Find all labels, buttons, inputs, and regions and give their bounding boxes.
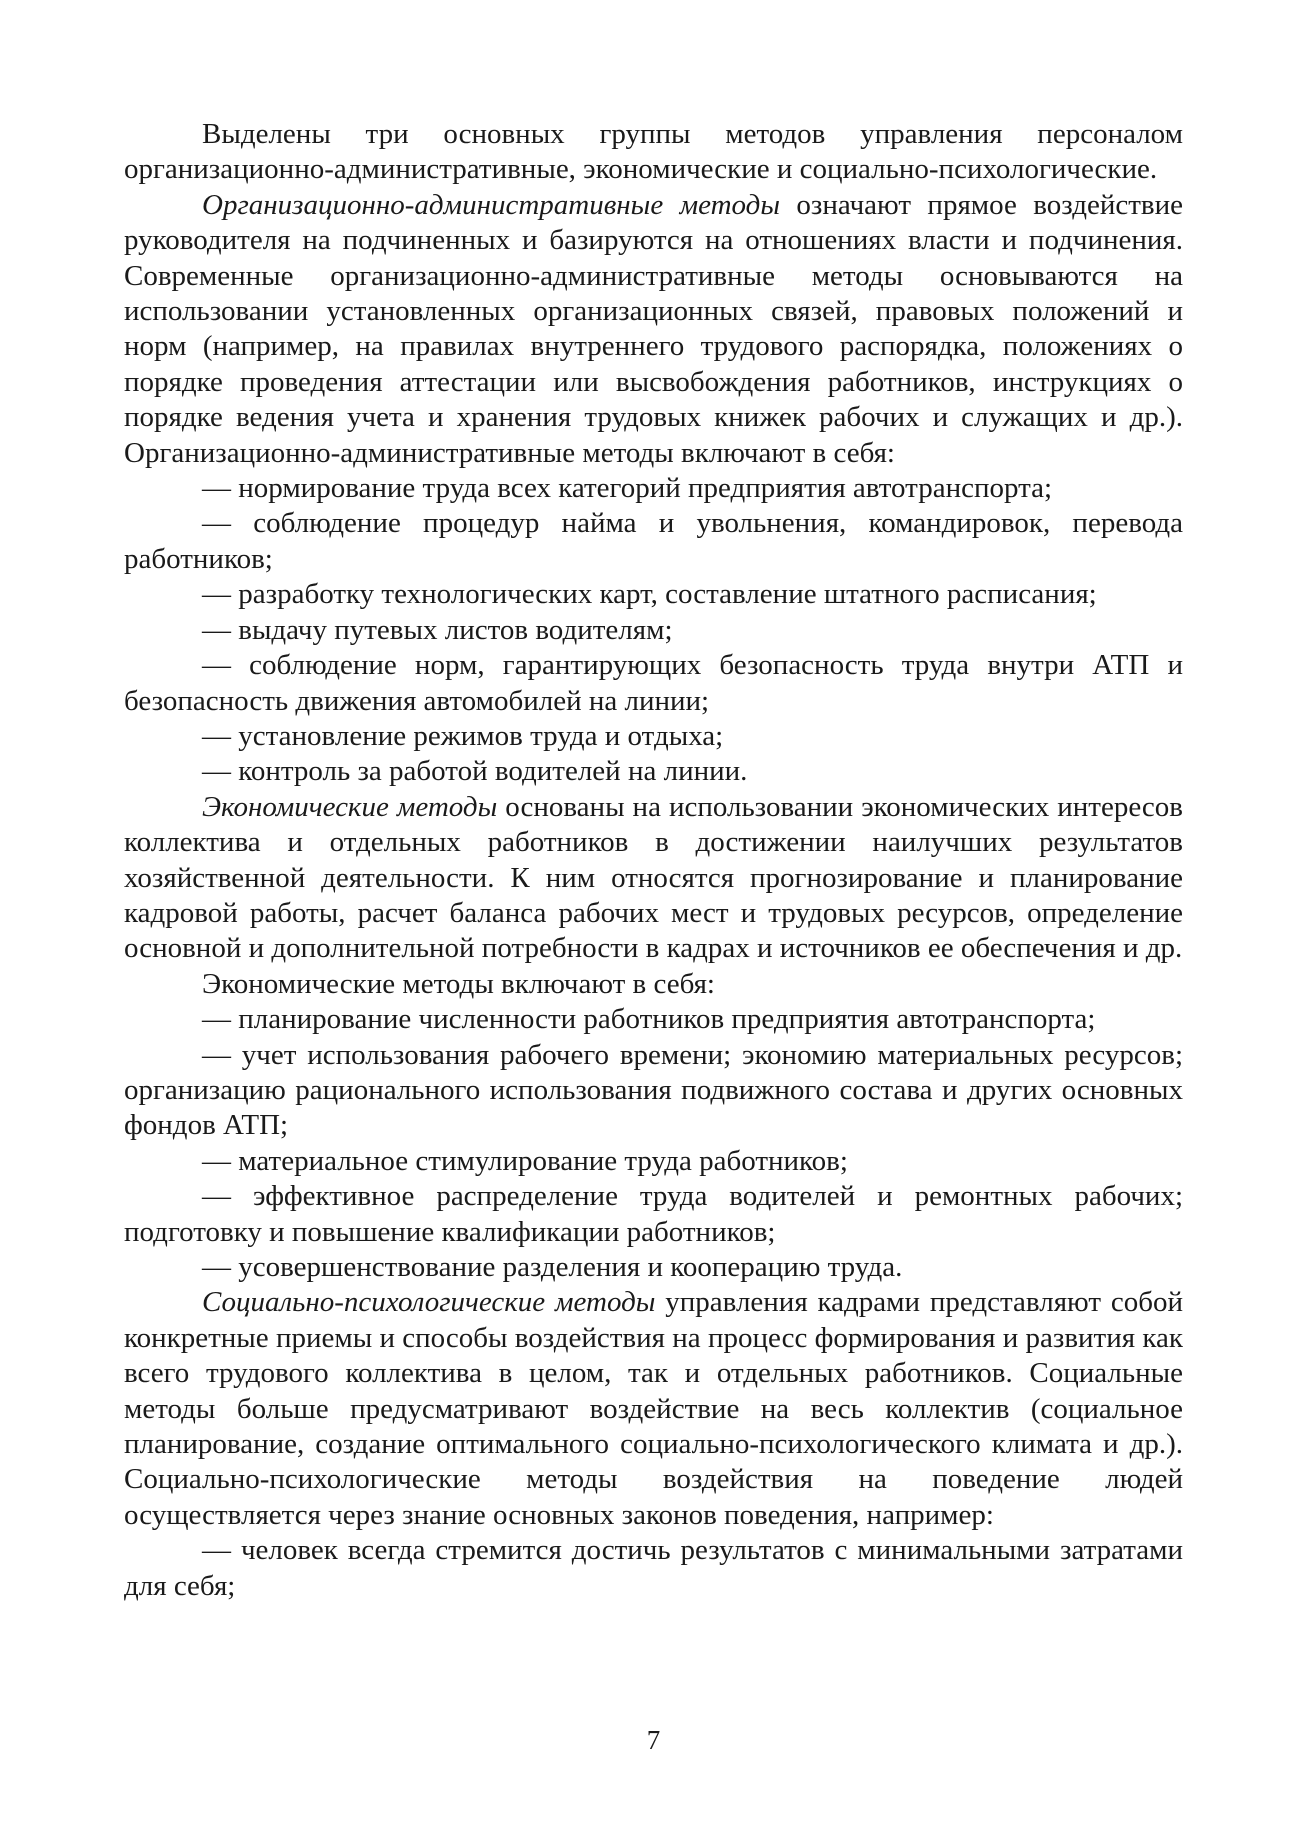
list-item: — разработку технологических карт, составление штатного расписания;	[202, 578, 1097, 611]
paragraph-org-admin-methods: Организационно-административные методы означают прямое воздействие руководителя на подчиненных и базируются на отношениях власти и подчинения. Современные организационно-административные методы основываются на использовании установленных организационных связей, правовых положений и норм (например, на правилах внутреннего трудового распорядка, положениях о порядке проведения аттестации или высвобождения работников, инструкциях о порядке ведения учета и хранения трудовых книжек рабочих и служащих и др.). Организационно-административные методы включают в себя:	[124, 188, 1183, 469]
list-item: — нормирование труда всех категорий предприятия автотранспорта;	[202, 472, 1053, 505]
list-item: — эффективное распределение труда водителей и ремонтных рабочих; подготовку и повышение квалификации работников;	[124, 1180, 1183, 1248]
page-number: 7	[646, 1725, 661, 1755]
paragraph-intro: Выделены три основных группы методов управления персоналом организационно-административные, экономические и социально-психологические.	[124, 118, 1183, 186]
body-text	[124, 117, 1183, 1604]
paragraph-economic-list-intro: Экономические методы включают в себя:	[202, 967, 715, 1000]
list-item: — человек всегда стремится достичь результатов с минимальными затратами для себя;	[124, 1534, 1183, 1602]
paragraph-socio-psych-methods: Социально-психологические методы управления кадрами представляют собой конкретные приемы и способы воздействия на процесс формирования и развития как всего трудового коллектива в целом, так и отдельных работников. Социальные методы больше предусматривают воздействие на весь коллектив (социальное планирование, создание оптимального социально-психологического климата и др.). Социально-психологические методы воздействия на поведение людей осуществляется через знание основных законов поведения, например:	[124, 1286, 1183, 1531]
list-item: — выдачу путевых листов водителям;	[202, 613, 673, 646]
list-item: — планирование численности работников предприятия автотранспорта;	[202, 1003, 1096, 1036]
term-org-admin-methods: Организационно-административные методы	[202, 188, 780, 221]
list-item: — усовершенствование разделения и кооперацию труда.	[202, 1251, 903, 1283]
term-economic-methods: Экономические методы	[202, 790, 498, 823]
list-item: — соблюдение норм, гарантирующих безопасность труда внутри АТП и безопасность движения автомобилей на линии;	[124, 649, 1183, 717]
term-socio-psych-methods: Социально-психологические методы	[202, 1286, 656, 1319]
list-item: — соблюдение процедур найма и увольнения, командировок, перевода работников;	[124, 507, 1183, 575]
list-item: — установление режимов труда и отдыха;	[202, 719, 724, 752]
list-item: — материальное стимулирование труда работников;	[202, 1144, 848, 1177]
list-item: — учет использования рабочего времени; экономию материальных ресурсов; организацию рационального использования подвижного состава и других основных фондов АТП;	[124, 1038, 1183, 1142]
list-item: — контроль за работой водителей на линии.	[202, 755, 748, 788]
paragraph-economic-methods: Экономические методы основаны на использовании экономических интересов коллектива и отдельных работников в достижении наилучших результатов хозяйственной деятельности. К ним относятся прогнозирование и планирование кадровой работы, расчет баланса рабочих мест и трудовых ресурсов, определение основной и дополнительной потребности в кадрах и источников ее обеспечения и др.	[124, 790, 1183, 965]
